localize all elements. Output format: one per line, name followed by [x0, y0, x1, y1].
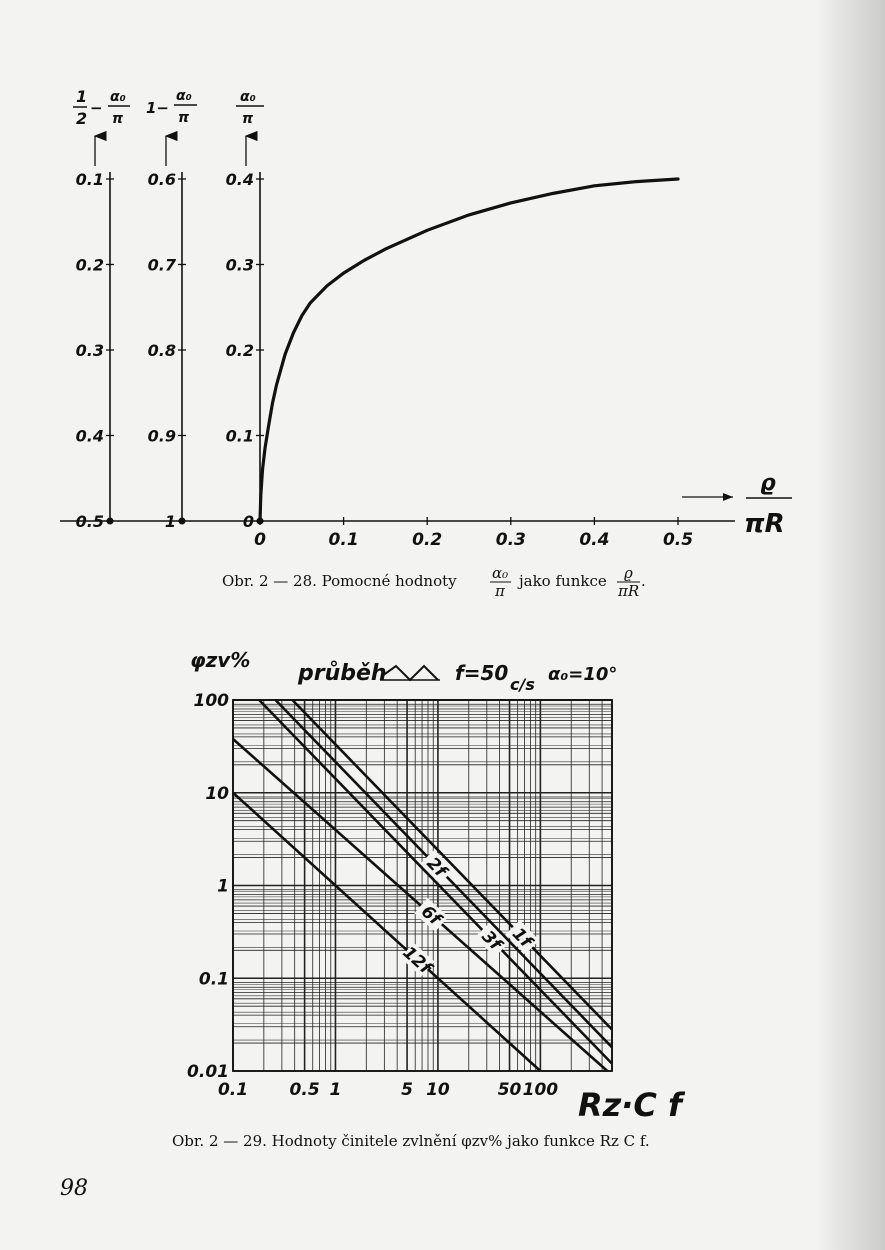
y-axis-1-label-frac-den: π [112, 111, 124, 127]
x-tick-label: 0.2 [412, 530, 443, 550]
x-tick-label: 10 [426, 1080, 450, 1100]
y-tick-label: 0.3 [75, 341, 104, 360]
series-label-1f: 1f [507, 924, 536, 952]
fig28-caption-start: Obr. 2 — 28. Pomocné hodnoty [222, 572, 457, 590]
y-tick-label: 0.6 [147, 170, 176, 189]
fig29-header-angle: α₀=10° [548, 664, 618, 685]
y-axis-1-label-den: 2 [76, 109, 88, 128]
x-tick-label: 0 [254, 530, 266, 550]
fig28-caption-middle: jako funkce [519, 572, 607, 590]
y-tick-label: 0.9 [147, 426, 176, 446]
y-tick-label: 0 [242, 512, 254, 531]
x-tick-label: 1 [329, 1080, 342, 1100]
series-line-6f [233, 739, 607, 1071]
x-tick-label: 0.5 [289, 1080, 320, 1100]
series-label-3f: 3f [477, 926, 506, 955]
figure-28-chart [60, 87, 792, 600]
fig29-header-word: průběh [298, 661, 387, 686]
x-tick-label: 0.1 [217, 1080, 249, 1100]
y-axis-1-label-frac-num: α₀ [110, 89, 126, 105]
y-tick-label: 0.3 [225, 255, 254, 275]
y-tick-label: 0.5 [75, 512, 104, 531]
x-tick-label: 0.4 [579, 530, 610, 550]
y-tick-label: 0.1 [225, 426, 254, 446]
y-tick-label: 1 [164, 512, 176, 531]
series-label-2f: 2f [422, 853, 451, 882]
x-axis-label-num: ϱ [760, 471, 776, 496]
fig29-header-freq-unit: c/s [510, 675, 535, 694]
x-tick-label: 0.3 [495, 530, 526, 550]
y-tick-label: 10 [205, 783, 229, 804]
fig28-caption-rho-den: πR [618, 582, 640, 600]
y-axis-1-label-num: 1 [76, 87, 88, 106]
y-axis-2-label-frac-den: π [178, 110, 190, 126]
full-wave-symbol-icon [382, 666, 438, 680]
y-axis-1-label-minus: − [90, 99, 103, 117]
fig28-caption-frac-den: π [495, 582, 505, 600]
y-axis-3-label-frac-den: π [242, 111, 254, 127]
y-tick-label: 0.4 [225, 170, 254, 189]
x-tick-label: 100 [522, 1080, 559, 1100]
series-line-3f [259, 700, 612, 1064]
x-tick-label: 0.1 [328, 530, 359, 550]
fig29-header-freq: f=50 [455, 661, 509, 685]
y-tick-label: 0.2 [225, 341, 254, 360]
x-axis-label-den: πR [744, 509, 785, 539]
x-tick-label: 0.5 [662, 530, 694, 550]
x-tick-label: 5 [401, 1080, 413, 1100]
fig29-x-label: Rz·C f [578, 1086, 682, 1124]
series-label-6f: 6f [416, 901, 445, 930]
y-tick-label: 0.7 [147, 255, 176, 275]
y-tick-label: 100 [193, 691, 229, 711]
y-tick-label: 0.01 [187, 1062, 229, 1082]
y-axis-2-label-prefix: 1− [146, 99, 170, 117]
page-number: 98 [60, 1176, 88, 1201]
figure-29-chart [172, 648, 686, 1150]
series-label-12f: 12f [398, 942, 435, 979]
y-tick-label: 0.4 [75, 426, 104, 446]
y-tick-label: 0.1 [75, 170, 104, 189]
y-tick-label: 1 [217, 876, 229, 897]
curve-series-line [260, 179, 678, 521]
y-tick-label: 0.1 [198, 969, 229, 990]
y-tick-label: 0.8 [147, 341, 176, 360]
fig29-y-label: φzv% [190, 648, 251, 672]
y-axis-2-label-frac-num: α₀ [176, 88, 192, 104]
y-axis-3-label-frac-num: α₀ [240, 89, 256, 105]
fig28-caption-rho-num: ϱ [624, 564, 633, 582]
x-tick-label: 50 [497, 1080, 522, 1100]
fig29-caption: Obr. 2 — 29. Hodnoty činitele zvlnění φzv% jako funkce Rz C f. [172, 1132, 650, 1150]
series-line-1f [292, 700, 612, 1030]
fig28-caption-end: . [641, 572, 646, 590]
y-tick-label: 0.2 [75, 255, 104, 275]
fig28-caption-frac-num: α₀ [492, 564, 509, 582]
